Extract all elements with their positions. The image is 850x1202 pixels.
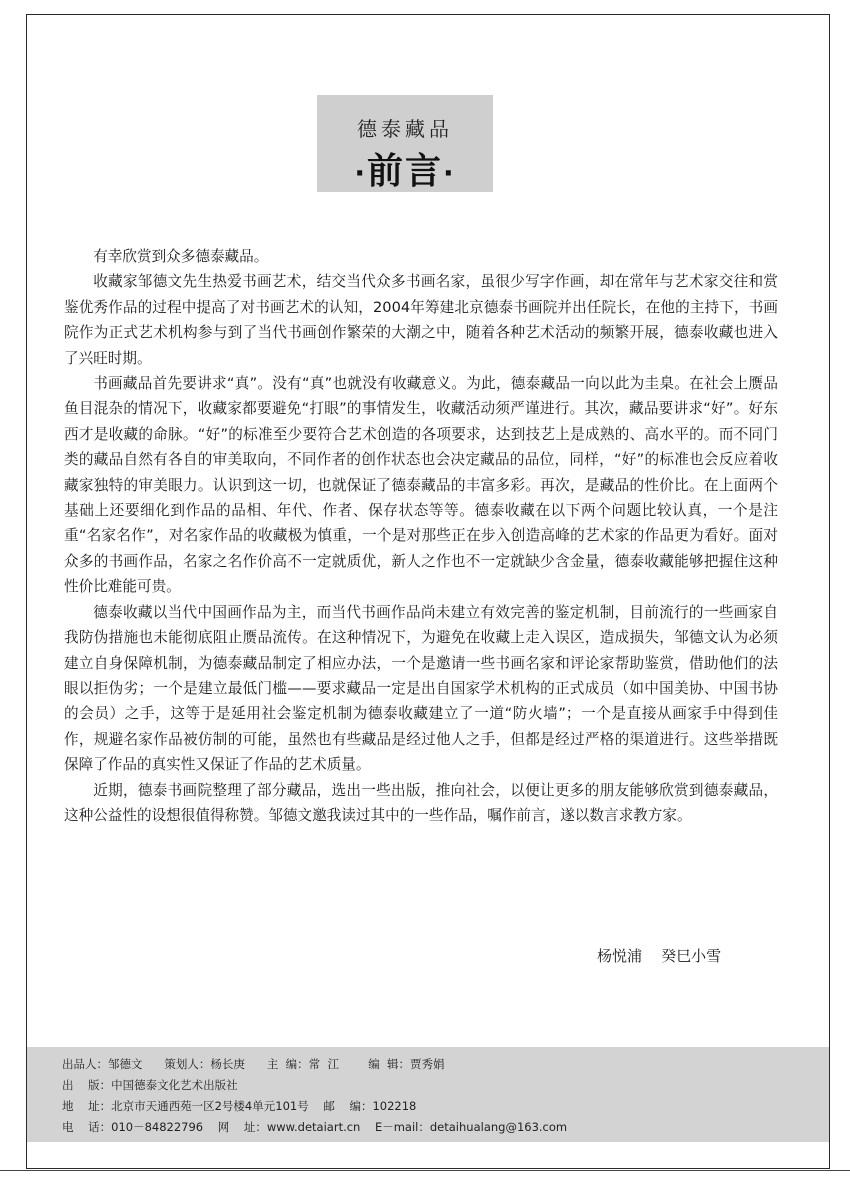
paragraph: 德泰收藏以当代中国画作品为主，而当代书画作品尚未建立有效完善的鉴定机制，目前流行的一些画家自我防伪措施也未能彻底阻止赝品流传。在这种情况下，为避免在收藏上走入误区，造成损失，邹德文认为必须建立自身保障机制，为德泰藏品制定了相应办法，一个是邀请一些书画名家和评论家帮助鉴赏，借助他们的法眼以拒伪劣；一个是建立最低门槛——要求藏品一定是出自国家学术机构的正式成员（如中国美协、中国书协的会员）之手，这等于是延用社会鉴定机制为德泰收藏建立了一道“防火墙”；一个是直接从画家手中得到佳作，规避名家作品被仿制的可能，虽然也有些藏品是经过他人之手，但都是经过严格的渠道进行。这些举措既保障了作品的真实性又保证了作品的艺术质量。: [64, 603, 778, 774]
title-dot-left: ·: [354, 156, 367, 190]
publisher-line: 出 版：中国德泰文化艺术出版社: [62, 1078, 238, 1092]
credits-line: 出品人：邹德文 策划人：杨长庚 主 编：常 江 编 辑：贾秀娟: [62, 1057, 445, 1071]
paragraph: 书画藏品首先要讲求“真”。没有“真”也就没有收藏意义。为此，德泰藏品一向以此为圭臬。在社会上赝品鱼目混杂的情况下，收藏家都要避免“打眼”的事情发生，收藏活动须严谨进行。其次，藏品要讲求“好”。好东西才是收藏的命脉。“好”的标准至少要符合艺术创造的各项要求，达到技艺上是成熟的、高水平的。而不同门类的藏品自然有各自的审美取向，不同作者的创作状态也会决定藏品的品位，同样，“好”的标准也会反应着收藏家独特的审美眼力。认识到这一切，也就保证了德泰藏品的丰富多彩。再次，是藏品的性价比。在上面两个基础上还要细化到作品的品相、年代、作者、保存状态等等。德泰收藏在以下两个问题比较认真，一个是注重“名家名作”，对名家作品的收藏极为慎重，一个是对那些正在步入创造高峰的艺术家的作品更为看好。面对众多的书画作品，名家之名作价高不一定就质优，新人之作也不一定就缺少含金量，德泰收藏能够把握住这种性价比难能可贵。: [64, 375, 778, 596]
preface-body: [64, 244, 778, 828]
paragraph: 有幸欣赏到众多德泰藏品。: [93, 248, 269, 265]
paragraph: 收藏家邹德文先生热爱书画艺术，结交当代众多书画名家，虽很少写字作画，却在常年与艺术家交往和赏鉴优秀作品的过程中提高了对书画艺术的认知，2004年筹建北京德泰书画院并出任院长，在他的主持下，书画院作为正式艺术机构参与到了当代书画创作繁荣的大潮之中，随着各种艺术活动的频繁开展，德泰收藏也进入了兴旺时期。: [64, 273, 778, 367]
bottom-rule: [0, 1170, 850, 1171]
author-signature: 杨悦浦 癸巳小雪: [597, 947, 722, 965]
paragraph: 近期，德泰书画院整理了部分藏品，选出一些出版，推向社会，以便让更多的朋友能够欣赏到德泰藏品，这种公益性的设想很值得称赞。邹德文邀我读过其中的一些作品，嘱作前言，遂以数言求教方家。: [64, 781, 778, 824]
contact-line: 电 话：010－84822796 网 址：www.detaiart.cn E－mail：detaihualang@163.com: [62, 1120, 568, 1134]
address-line: 地 址：北京市天通西苑一区2号楼4单元101号 邮 编：102218: [62, 1099, 417, 1113]
publication-info: [27, 1047, 829, 1142]
page-title-row: [317, 143, 493, 194]
title-block: [317, 95, 493, 192]
page-subtitle: 德泰藏品: [357, 117, 453, 141]
page-title: 前言: [366, 151, 443, 192]
title-dot-right: ·: [443, 156, 456, 190]
